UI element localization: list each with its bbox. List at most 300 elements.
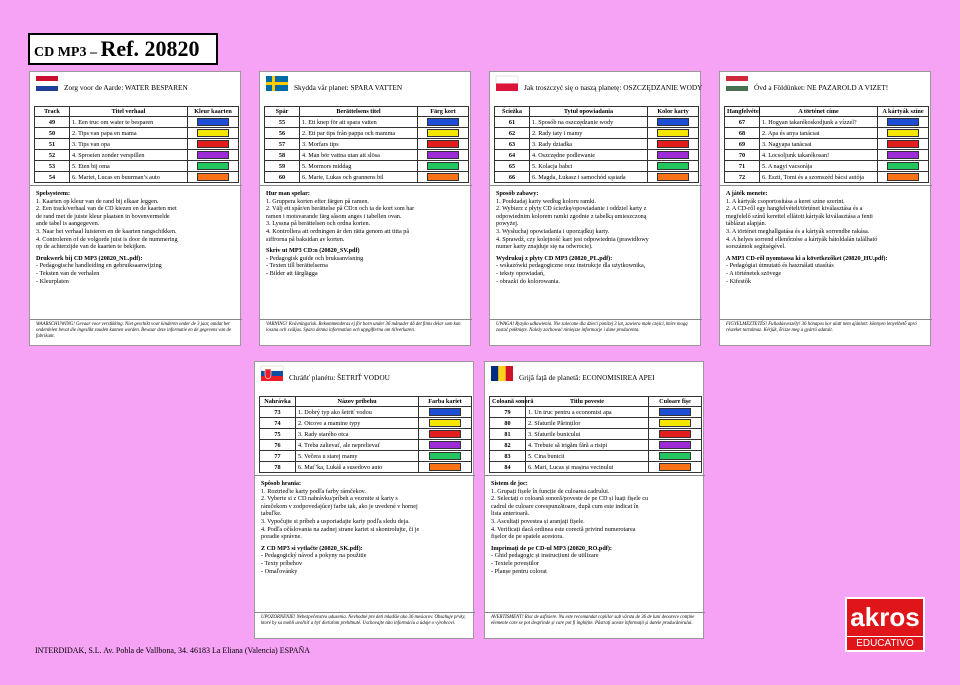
divider — [255, 612, 475, 613]
story-title: 6. Magda, Łukasz i samochód sąsiada — [530, 172, 648, 183]
color-swatch — [427, 162, 459, 170]
tracks-table — [264, 106, 469, 183]
rules-line: 3. Naar het verhaal luisteren en de kaarten rangschikken. — [36, 227, 177, 235]
story-title: 5. Cina bunicii — [526, 451, 649, 462]
safety-warning: UWAGA! Ryzyko udławienia. Nie zalecane dla dzieci poniżej 3 lat, zawiera małe części, które mogą zostać połknięte. Należy zachować niniejsze informacje i dane producenta. — [496, 322, 688, 333]
color-swatch — [659, 463, 691, 471]
table-row — [35, 161, 239, 172]
color-swatch — [887, 173, 919, 181]
pdf-heading: Wydrukuj z płyty CD MP3 (20820_PL.pdf): — [496, 254, 613, 262]
rules-line: 4. Sprawdź, czy kolejność kart jest odpowiednia (prawidłowy — [496, 235, 649, 243]
track-number: 71 — [725, 161, 760, 172]
track-number: 74 — [260, 418, 296, 429]
track-number: 79 — [490, 407, 526, 418]
table-row — [495, 128, 699, 139]
rules-line: ramen i motsvarande färg såsom anges i tabellen ovan. — [266, 212, 402, 220]
divider — [490, 185, 702, 186]
rules-line: megfelelő színű kerettel ellátott kártyák kiválasztása a fenti — [726, 212, 873, 220]
track-number: 82 — [490, 440, 526, 451]
game-rules — [266, 190, 468, 278]
table-row — [265, 139, 469, 150]
table-row — [725, 172, 929, 183]
track-number: 50 — [35, 128, 70, 139]
story-title: 6. Mať’ka, Lukáš a susedovo auto — [296, 462, 419, 473]
divider — [485, 612, 705, 613]
table-row — [265, 161, 469, 172]
table-row — [490, 407, 702, 418]
rules-line: 3. Wysłuchaj opowiadania i uporządkuj karty. — [496, 227, 610, 235]
track-number: 78 — [260, 462, 296, 473]
table-row — [265, 117, 469, 128]
logo-brand: akros — [850, 602, 920, 632]
table-header: Titlu poveste — [526, 397, 649, 407]
color-swatch — [887, 140, 919, 148]
table-row — [260, 407, 472, 418]
color-cell — [188, 139, 239, 150]
color-cell — [419, 462, 472, 473]
pdf-line: - Bilder att färglägga — [266, 269, 318, 277]
rules-line: 2. Een track/verhaal van de CD kiezen en de kaarten met — [36, 205, 177, 213]
card-title: Skydda vår planet: SPARA VATTEN — [294, 83, 403, 92]
track-number: 58 — [265, 150, 300, 161]
story-title: 5. Večera u starej mamy — [296, 451, 419, 462]
table-row — [35, 139, 239, 150]
card-pl — [489, 71, 701, 346]
rules-line: op de achterzijde van de kaarten te bekijken. — [36, 243, 147, 251]
story-title: 2. Sfaturile Părinților — [526, 418, 649, 429]
table-header: Kleur kaarten — [188, 107, 239, 117]
story-title: 1. Ett knep för att spara vatten — [300, 117, 418, 128]
track-number: 75 — [260, 429, 296, 440]
color-cell — [649, 407, 702, 418]
color-cell — [418, 172, 469, 183]
rules-heading: Spelsysteem: — [36, 190, 71, 197]
color-swatch — [887, 162, 919, 170]
track-number: 55 — [265, 117, 300, 128]
story-title: 6. Mariet, Lucas en buurman’s auto — [70, 172, 188, 183]
flag-ro-icon — [491, 366, 513, 381]
rules-line: tabuľke. — [261, 510, 282, 518]
flag-sk-icon — [261, 366, 283, 381]
color-swatch — [659, 430, 691, 438]
story-title: 4. Man bör vattna utan att slösa — [300, 150, 418, 161]
title-prefix: CD MP3 – — [34, 45, 101, 60]
table-row — [490, 440, 702, 451]
color-swatch — [427, 140, 459, 148]
track-number: 76 — [260, 440, 296, 451]
story-title: 1. Dobrý typ ako šetriť vodou — [296, 407, 419, 418]
track-number: 53 — [35, 161, 70, 172]
divider — [485, 475, 705, 476]
color-cell — [648, 161, 699, 172]
table-row — [490, 418, 702, 429]
color-cell — [419, 429, 472, 440]
flag-hu-icon — [726, 76, 748, 91]
track-number: 62 — [495, 128, 530, 139]
table-header: Coloană sonoră — [490, 397, 526, 407]
track-number: 84 — [490, 462, 526, 473]
pdf-line: - A történetek szövege — [726, 269, 782, 277]
color-cell — [419, 440, 472, 451]
card-title: Chráňť planétu: ŠETRIŤ VODOU — [289, 373, 390, 382]
track-number: 81 — [490, 429, 526, 440]
tracks-table — [259, 396, 472, 473]
color-swatch — [659, 452, 691, 460]
track-number: 51 — [35, 139, 70, 150]
story-title: 5. Mormors middag — [300, 161, 418, 172]
rules-heading: Hur man spelar: — [266, 190, 310, 197]
rules-line: 2. Wybierz z płyty CD ścieżkę/opowiadanie i oddziel karty z — [496, 205, 647, 213]
table-row — [495, 117, 699, 128]
track-number: 59 — [265, 161, 300, 172]
track-number: 64 — [495, 150, 530, 161]
rules-heading: A játék menete: — [726, 190, 768, 197]
track-number: 66 — [495, 172, 530, 183]
divider — [30, 319, 242, 320]
color-swatch — [429, 408, 461, 416]
rules-line: 3. Vypočujte si príbeh a usporiadajte karty podľa sledu deja. — [261, 517, 410, 525]
story-title: 3. Nagyapa tanácsai — [760, 139, 878, 150]
table-row — [260, 418, 472, 429]
rules-line: táblázat alapján. — [726, 220, 767, 228]
color-swatch — [429, 419, 461, 427]
color-swatch — [657, 173, 689, 181]
story-title: 1. Un truc pentru a economisi apa — [526, 407, 649, 418]
story-title: 2. Tips van papa en mama — [70, 128, 188, 139]
divider — [720, 319, 932, 320]
table-row — [35, 128, 239, 139]
divider — [260, 185, 472, 186]
story-title: 5. Kolacja babci — [530, 161, 648, 172]
color-cell — [649, 440, 702, 451]
pdf-line: - Ghid pedagogic și instrucțiuni de utilizare — [491, 552, 599, 560]
story-title: 3. Tips van opa — [70, 139, 188, 150]
table-row — [35, 172, 239, 183]
color-cell — [878, 128, 929, 139]
table-row — [265, 150, 469, 161]
page-title — [28, 33, 218, 65]
logo-sub: EDUCATIVO — [847, 636, 923, 650]
table-row — [495, 150, 699, 161]
game-rules — [726, 190, 928, 285]
pdf-line: - Pedagogický návod a pokyny na použitie — [261, 552, 367, 560]
color-cell — [648, 172, 699, 183]
color-cell — [419, 407, 472, 418]
table-header: Ścieżka — [495, 107, 530, 117]
color-swatch — [659, 419, 691, 427]
color-cell — [649, 418, 702, 429]
card-title: Óvd a Földünket: NE PAZAROLD A VIZET! — [754, 83, 889, 92]
table-header: Názov príbehu — [296, 397, 419, 407]
table-header: A kártyák színe — [878, 107, 929, 117]
color-swatch — [429, 441, 461, 449]
color-swatch — [887, 129, 919, 137]
color-swatch — [197, 118, 229, 126]
card-ro — [484, 361, 704, 639]
table-row — [725, 128, 929, 139]
color-cell — [418, 150, 469, 161]
table-row — [490, 462, 702, 473]
story-title: 3. Sfaturile bunicului — [526, 429, 649, 440]
color-cell — [188, 161, 239, 172]
table-header: Track — [35, 107, 70, 117]
story-title: 4. Oszczędne podlewanie — [530, 150, 648, 161]
divider — [260, 319, 472, 320]
pdf-line: - Pedagógiai útmutató és használati utasítás — [726, 262, 834, 270]
story-title: 2. Ett par tips från pappa och mamma — [300, 128, 418, 139]
title-ref: Ref. 20820 — [100, 36, 200, 61]
story-title: 2. Otcove a mamine typy — [296, 418, 419, 429]
color-cell — [878, 139, 929, 150]
game-rules — [36, 190, 238, 285]
table-header: Farba kariet — [419, 397, 472, 407]
color-cell — [418, 128, 469, 139]
table-row — [495, 172, 699, 183]
rules-line: fișelor de pe spatele acestora. — [491, 533, 564, 541]
color-cell — [418, 161, 469, 172]
color-swatch — [887, 151, 919, 159]
pdf-line: - Texten till berättelserna — [266, 262, 328, 270]
track-number: 54 — [35, 172, 70, 183]
safety-warning: VARNING! Kvävningsrisk. Rekommenderas ej för barn under 36 månader då det finns delar som kan lossna och sväljas. Spara denna information och uppgifterna om tillverkaren. — [266, 322, 461, 333]
card-nl — [29, 71, 241, 346]
color-swatch — [657, 118, 689, 126]
safety-warning: AVERTISMENT! Risc de asfixiere. Nu este recomandat copiilor sub vârsta de 36 de luni deoarece conține elemente care se pot desprinde și care pot fi înghițite. Păstrați aceste informații și datele producătorului. — [491, 615, 695, 626]
track-number: 70 — [725, 150, 760, 161]
rules-line: cadrul de culoare corespunzătoare, după cum este indicat în — [491, 502, 639, 510]
safety-warning: WAARSCHUWING! Gevaar voor verstikking. Niet geschikt voor kinderen onder de 3 jaar, omdat het onderdelen bevat die ingeslikt zouden kunnen worden. Bewaar deze informatie en de gegevens van de fabrikant. — [36, 322, 232, 339]
story-title: 3. Rady starého otca — [296, 429, 419, 440]
color-swatch — [197, 129, 229, 137]
rules-line: 4. A helyes sorrend ellenőrzése a kártyák hátoldalán található — [726, 235, 878, 243]
track-number: 73 — [260, 407, 296, 418]
tracks-table — [724, 106, 929, 183]
rules-line: 4. Kontrollera att ordningen är den rätta genom att titta på — [266, 227, 410, 235]
story-title: 6. Eszti, Tomi és a szomszéd bácsi autója — [760, 172, 878, 183]
story-title: 4. Sproeien zonder verspillen — [70, 150, 188, 161]
color-cell — [188, 128, 239, 139]
track-number: 77 — [260, 451, 296, 462]
pdf-line: - Kleurplaten — [36, 277, 69, 285]
table-header: Culoare fișe — [649, 397, 702, 407]
color-swatch — [429, 452, 461, 460]
color-swatch — [197, 140, 229, 148]
tracks-table — [494, 106, 699, 183]
safety-warning: FIGYELMEZTETÉS! Fulladásveszély! 36 hónapos kor alatt nem ajánlott: könnyen lenyelhető apró részeket tartalmaz. Kérjük, őrizze meg a gyártó adatait. — [726, 322, 917, 333]
rules-heading: Sistem de joc: — [491, 480, 528, 487]
track-number: 67 — [725, 117, 760, 128]
track-number: 60 — [265, 172, 300, 183]
table-row — [35, 117, 239, 128]
color-cell — [878, 117, 929, 128]
story-title: 2. Rady taty i mamy — [530, 128, 648, 139]
story-title: 1. Hogyan takarékoskodjunk a vízzel? — [760, 117, 878, 128]
story-title: 1. Een truc om water te besparen — [70, 117, 188, 128]
rules-line: 3. Lyssna på berättelsen och ordna korten. — [266, 220, 371, 228]
pdf-line: - teksty opowiadań, — [496, 269, 545, 277]
track-number: 61 — [495, 117, 530, 128]
pdf-heading: Z CD MP3 si vytlačte (20820_SK.pdf): — [261, 544, 363, 552]
color-swatch — [427, 129, 459, 137]
color-cell — [878, 150, 929, 161]
rules-line: numer karty znajduje się na odwrocie). — [496, 243, 593, 251]
game-rules — [496, 190, 698, 285]
story-title: 3. Morfars tips — [300, 139, 418, 150]
table-row — [490, 451, 702, 462]
table-row — [260, 451, 472, 462]
color-cell — [649, 451, 702, 462]
track-number: 83 — [490, 451, 526, 462]
table-row — [495, 161, 699, 172]
rules-line: 1. Kaarten op kleur van de rand bij elkaar leggen. — [36, 197, 159, 205]
table-row — [260, 429, 472, 440]
divider — [490, 319, 702, 320]
game-rules — [491, 480, 701, 575]
story-title: 6. Marie, Lukas och grannens bil — [300, 172, 418, 183]
track-number: 80 — [490, 418, 526, 429]
table-row — [495, 139, 699, 150]
game-rules — [261, 480, 471, 575]
track-number: 72 — [725, 172, 760, 183]
pdf-line: - Kifestők — [726, 277, 751, 285]
pdf-heading: Skriv ut MP3 CD:n (20820_SV.pdf) — [266, 247, 360, 255]
story-title: 4. Treba zalievať, ale neprelievať — [296, 440, 419, 451]
track-number: 65 — [495, 161, 530, 172]
rules-line: poradie správne. — [261, 533, 302, 541]
rules-line: lista anterioară. — [491, 510, 530, 518]
rules-line: 4. Podľa očíslovania na zadnej strane kariet si skontrolujte, či je — [261, 525, 420, 533]
pdf-line: - Textele poveștilor — [491, 559, 539, 567]
rules-line: 2. Selectați o coloană sonoră/poveste de pe CD și luați fișele cu — [491, 495, 649, 503]
table-row — [260, 462, 472, 473]
color-swatch — [197, 151, 229, 159]
color-swatch — [657, 129, 689, 137]
table-row — [35, 150, 239, 161]
rules-heading: Sposób zabawy: — [496, 190, 539, 197]
card-hu — [719, 71, 931, 346]
table-header: Tytuł opowiadania — [530, 107, 648, 117]
color-swatch — [659, 441, 691, 449]
rules-line: 2. Välj ett spår/en berättelse på CD:n och ta de kort som har — [266, 205, 415, 213]
color-cell — [648, 117, 699, 128]
pdf-line: - obrazki do kolorowania. — [496, 277, 560, 285]
tracks-table — [34, 106, 239, 183]
track-number: 52 — [35, 150, 70, 161]
story-title: 4. Trebuie să irigăm fără a risipi — [526, 440, 649, 451]
table-header: Hangfelvétel — [725, 107, 760, 117]
track-number: 69 — [725, 139, 760, 150]
tracks-table — [489, 396, 702, 473]
color-swatch — [657, 151, 689, 159]
table-header: Nahrávka — [260, 397, 296, 407]
color-swatch — [197, 173, 229, 181]
table-header: Kolor karty — [648, 107, 699, 117]
table-row — [265, 128, 469, 139]
rules-line: 1. Pouktadaj karty według koloru ramki. — [496, 197, 597, 205]
divider — [255, 475, 475, 476]
color-cell — [648, 139, 699, 150]
divider — [30, 185, 242, 186]
track-number: 68 — [725, 128, 760, 139]
story-title: 4. Locsoljunk takarékosan! — [760, 150, 878, 161]
color-swatch — [427, 173, 459, 181]
card-title: Jak troszczyć się o naszą planetę: OSZCZĘDZANIE WODY — [524, 83, 703, 92]
color-swatch — [427, 118, 459, 126]
footer-address: INTERDIDAK, S.L. Av. Pobla de Vallbona, 34. 46183 La Eliana (Valencia) ESPAÑA — [35, 646, 311, 655]
akros-logo — [845, 597, 925, 652]
rules-line: de rand met de juiste kleur plaatsen in bovenvermelde — [36, 212, 170, 220]
story-title: 5. Eten bij oma — [70, 161, 188, 172]
color-cell — [878, 161, 929, 172]
color-cell — [419, 451, 472, 462]
table-row — [725, 150, 929, 161]
story-title: 3. Rady dziadka — [530, 139, 648, 150]
color-cell — [649, 462, 702, 473]
color-cell — [648, 128, 699, 139]
rules-line: siffrorna på baksidan av korten. — [266, 235, 345, 243]
rules-line: 1. Roztrieďte karty podľa farby rámčekov. — [261, 487, 366, 495]
color-swatch — [657, 140, 689, 148]
story-title: 5. A nagyi vacsorája — [760, 161, 878, 172]
card-sv — [259, 71, 471, 346]
card-title: Zorg voor de Aarde: WATER BESPAREN — [64, 83, 188, 92]
rules-line: 4. Controleren of de volgorde juist is door de nummering — [36, 235, 178, 243]
story-title: 2. Apa és anya tanácsai — [760, 128, 878, 139]
story-title: 1. Sposób na oszczędzanie wody — [530, 117, 648, 128]
color-cell — [419, 418, 472, 429]
track-number: 49 — [35, 117, 70, 128]
rules-line: 2. Vyberte si z CD nahrávku/príbeh a vezmite si karty s — [261, 495, 398, 503]
table-row — [725, 161, 929, 172]
rules-line: ande tabel is aangegeven. — [36, 220, 100, 228]
flag-pl-icon — [496, 76, 518, 91]
table-header: A történet címe — [760, 107, 878, 117]
rules-line: powyżej. — [496, 220, 519, 228]
table-row — [490, 429, 702, 440]
story-title: 6. Mari, Lucas și mașina vecinului — [526, 462, 649, 473]
pdf-line: - Teksten van de verhalen — [36, 269, 100, 277]
rules-line: odpowiednim kolorem ramki zgodnie z tabelką umieszczoną — [496, 212, 647, 220]
divider — [720, 185, 932, 186]
rules-line: rámčekom v zodpovedajúcej farbe tak, ako je uvedené v hornej — [261, 502, 418, 510]
color-cell — [418, 139, 469, 150]
color-cell — [418, 117, 469, 128]
color-cell — [649, 429, 702, 440]
pdf-heading: A MP3 CD-ről nyomtassa ki a következőket (20820_HU.pdf): — [726, 254, 888, 262]
table-header: Berättelsens titel — [300, 107, 418, 117]
color-swatch — [197, 162, 229, 170]
table-header: Spår — [265, 107, 300, 117]
flag-sv-icon — [266, 76, 288, 91]
card-sk — [254, 361, 474, 639]
color-cell — [188, 117, 239, 128]
pdf-heading: Drukwerk bij CD MP3 (20820_NL.pdf): — [36, 254, 143, 262]
card-title: Grijă față de planetă: ECONOMISIREA APEI — [519, 373, 655, 382]
color-swatch — [887, 118, 919, 126]
table-row — [265, 172, 469, 183]
rules-line: 4. Verificați dacă ordinea este corectă privind numerotarea — [491, 525, 636, 533]
pdf-line: - Pedagogische handleiding en gebruiksaanwijzing — [36, 262, 162, 270]
color-cell — [188, 150, 239, 161]
color-swatch — [429, 463, 461, 471]
rules-line: 3. Ascultați povestea și aranjați fișele. — [491, 517, 585, 525]
table-header: Titel verhaal — [70, 107, 188, 117]
rules-line: 1. A kártyák csoportosítása a keret színe szerint. — [726, 197, 845, 205]
track-number: 56 — [265, 128, 300, 139]
pdf-line: - Pedagogisk guide och bruksanvisning — [266, 254, 364, 262]
track-number: 63 — [495, 139, 530, 150]
pdf-heading: Imprimați de pe CD-ul MP3 (20820_RO.pdf): — [491, 544, 612, 552]
